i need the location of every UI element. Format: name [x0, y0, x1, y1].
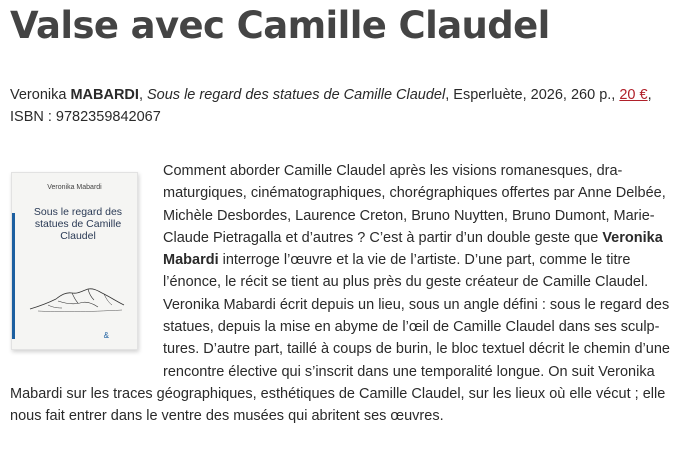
isbn-text: , ISBN : 9782359842067 — [10, 87, 652, 125]
cover-spacer — [10, 160, 163, 370]
author-first-name: Veronika — [10, 87, 67, 103]
cover-publisher-logo: & — [103, 331, 109, 340]
reference-separator: , — [138, 87, 147, 103]
cover-author: Veronika Mabardi — [47, 184, 102, 191]
page-title: Valse avec Camille Claudel — [10, 4, 550, 47]
price-link[interactable]: 20 € — [619, 87, 648, 103]
book-reference — [10, 84, 680, 128]
cover-title: Sous le regard des statues de Camille Claudel — [33, 206, 123, 242]
body-text-part-1: Comment aborder Camille Claudel après les visions romanesques, dramaturgiques, cinématographiques, chorégraphiques offertes par Anne Delbée, Michèle Desbordes, Laurence Creton, Bruno Nuytten, Bruno Dumont, Marie-Claude Pietragalla et d’autres ? C’est à partir d’un double geste que — [163, 163, 666, 246]
book-title: Sous le regard des statues de Camille Claudel — [147, 87, 446, 103]
article-body — [10, 160, 690, 428]
body-author-name: Veronika Mabardi — [163, 229, 663, 269]
author-last-name: MABARDI — [70, 87, 139, 103]
body-text-part-2: interroge l’œuvre et la vie de l’artiste. D’une part, comme le titre l’énonce, le récit se tient au plus près du geste créateur de Camille Claudel. Veronika Mabardi écrit depuis un lieu, sous un angle défini : sous le regard des statues, depuis la mise en abyme de l’œil de Camille Claudel dans ses sculptures. D’autre part, taillé à coups de burin, le bloc textuel décrit le chemin d’une rencontre élective qui s’inscrit dans une temporalité longue. On suit Veronika Mabardi sur les traces géographiques, esthétiques de Camille Claudel, sur les lieux où elle vécut ; elle nous fait entrer dans le ventre des musées qui abritent ses œuvres. — [10, 252, 670, 425]
publisher-info: , Esperluète, 2026, 260 p., — [445, 87, 620, 103]
